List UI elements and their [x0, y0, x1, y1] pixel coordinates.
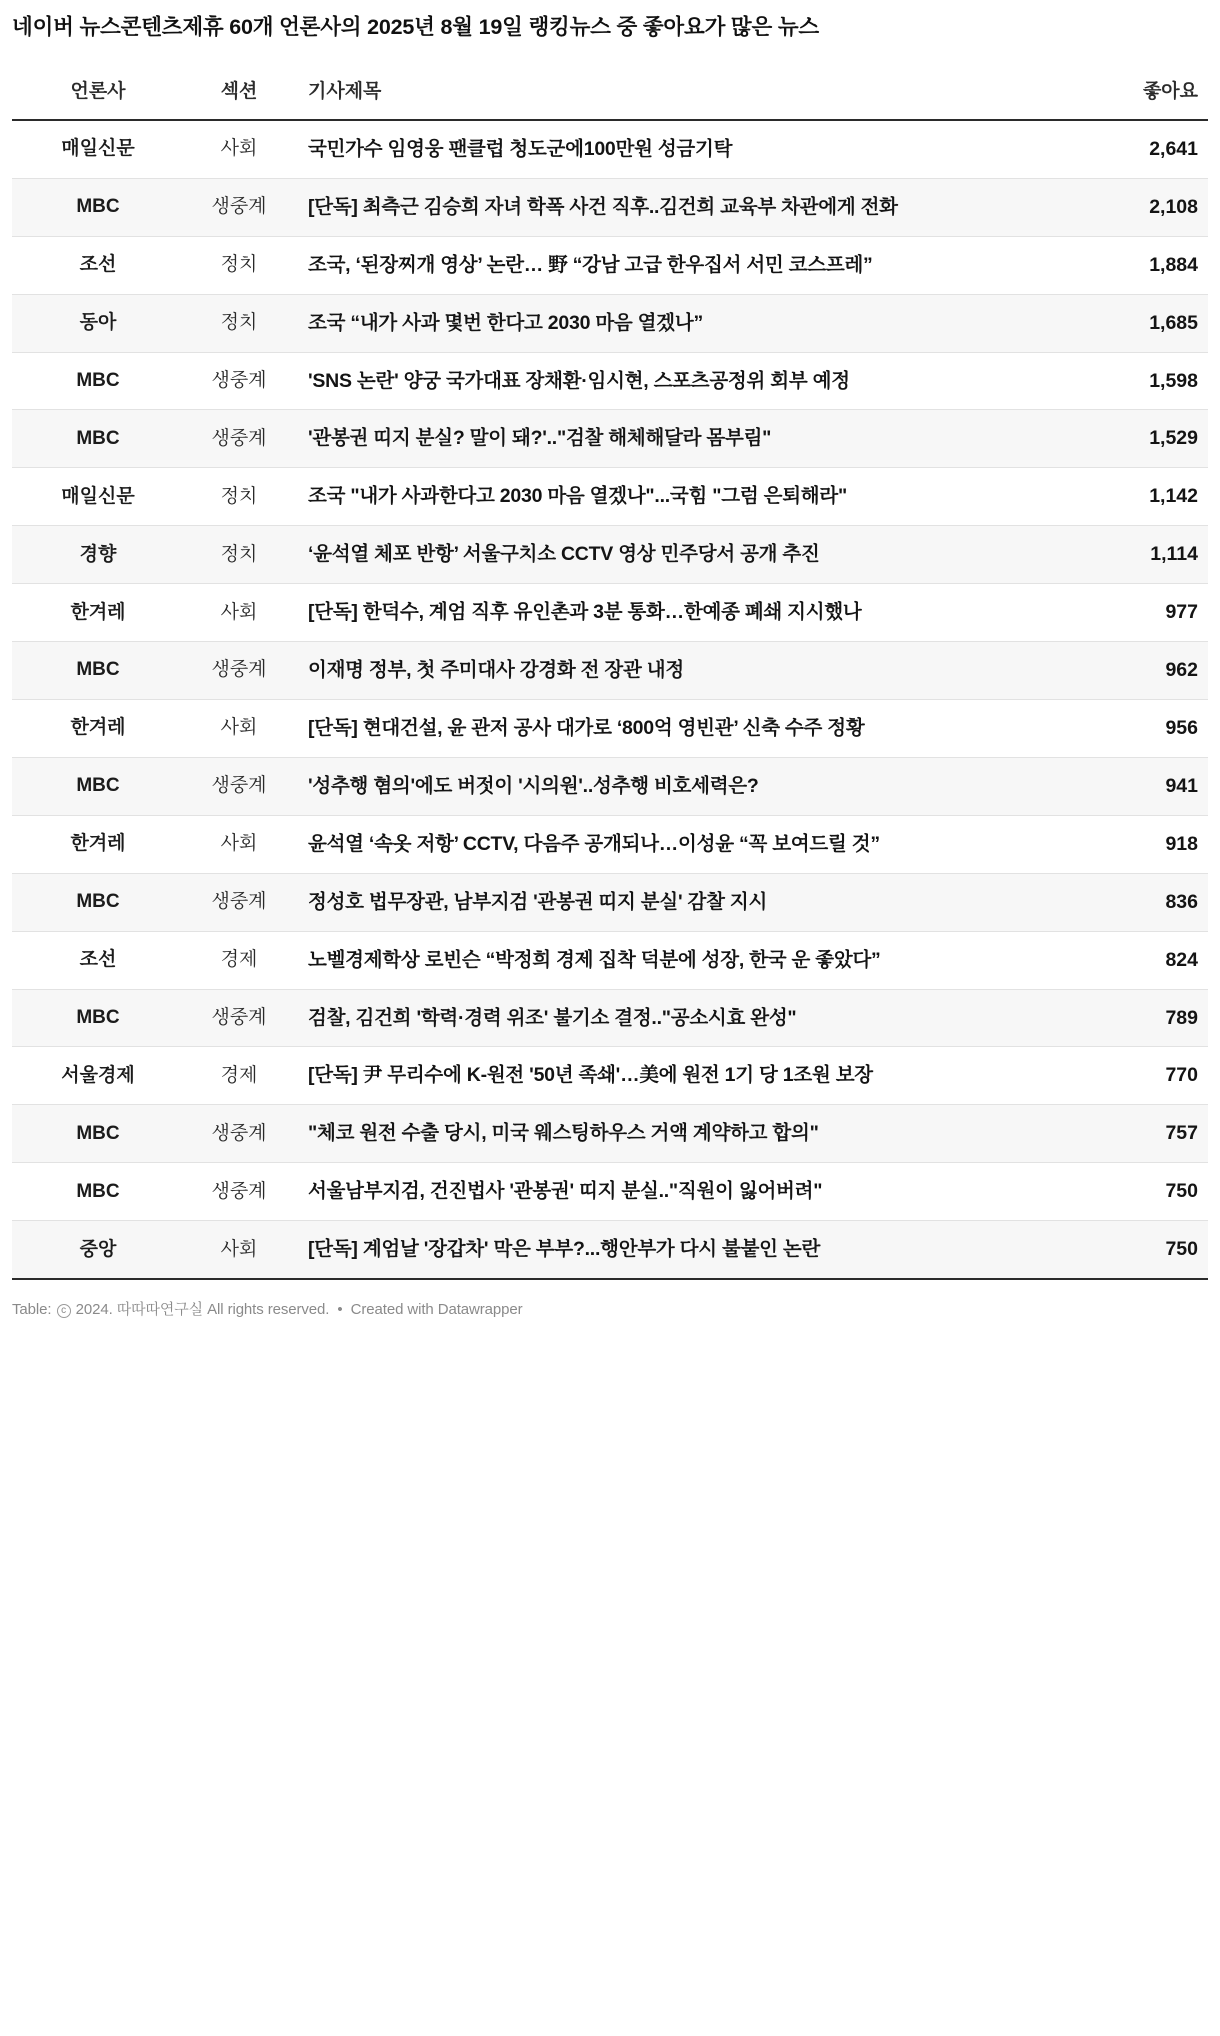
footer-separator: •: [337, 1301, 343, 1319]
cell-outlet: 매일신문: [12, 468, 184, 526]
page-title: 네이버 뉴스콘텐츠제휴 60개 언론사의 2025년 8월 19일 랭킹뉴스 중 좋아요가 많은 뉴스: [12, 15, 819, 39]
table-row: [12, 1163, 1208, 1221]
cell-section: 정치: [184, 526, 294, 584]
table-row: [12, 1221, 1208, 1279]
cell-section: 생중계: [184, 352, 294, 410]
cell-section: 사회: [184, 584, 294, 642]
cell-likes: 956: [1096, 700, 1208, 758]
cell-section: 생중계: [184, 642, 294, 700]
footer-credit: [0, 1280, 1220, 1333]
table-row: [12, 178, 1208, 236]
cell-likes: 2,108: [1096, 178, 1208, 236]
table-body: [12, 120, 1208, 1279]
cell-headline[interactable]: 조국 "내가 사과한다고 2030 마음 열겠나"...국힘 "그럼 은퇴해라": [294, 468, 1096, 526]
copyright-icon: c: [57, 1304, 71, 1318]
table-row: [12, 700, 1208, 758]
cell-outlet: MBC: [12, 1105, 184, 1163]
cell-likes: 941: [1096, 757, 1208, 815]
cell-section: 생중계: [184, 989, 294, 1047]
table-row: [12, 1047, 1208, 1105]
cell-headline[interactable]: 조국, ‘된장찌개 영상’ 논란… 野 “강남 고급 한우집서 서민 코스프레”: [294, 236, 1096, 294]
table-row: [12, 642, 1208, 700]
cell-section: 정치: [184, 468, 294, 526]
cell-outlet: 동아: [12, 294, 184, 352]
cell-likes: 1,884: [1096, 236, 1208, 294]
cell-headline[interactable]: 서울남부지검, 건진법사 '관봉권' 띠지 분실.."직원이 잃어버려": [294, 1163, 1096, 1221]
cell-section: 생중계: [184, 178, 294, 236]
table-row: [12, 410, 1208, 468]
cell-section: 사회: [184, 815, 294, 873]
cell-headline[interactable]: 검찰, 김건희 '학력·경력 위조' 불기소 결정.."공소시효 완성": [294, 989, 1096, 1047]
cell-headline[interactable]: '관봉권 띠지 분실? 말이 돼?'.."검찰 해체해달라 몸부림": [294, 410, 1096, 468]
cell-likes: 918: [1096, 815, 1208, 873]
cell-headline[interactable]: ‘윤석열 체포 반항’ 서울구치소 CCTV 영상 민주당서 공개 추진: [294, 526, 1096, 584]
footer-year: 2024.: [75, 1301, 113, 1319]
table-row: [12, 294, 1208, 352]
cell-headline[interactable]: 정성호 법무장관, 남부지검 '관봉권 띠지 분실' 감찰 지시: [294, 873, 1096, 931]
cell-outlet: 한겨레: [12, 815, 184, 873]
table-row: [12, 931, 1208, 989]
cell-outlet: MBC: [12, 352, 184, 410]
footer-table-label: Table:: [12, 1301, 52, 1319]
table-row: [12, 873, 1208, 931]
cell-outlet: 한겨레: [12, 584, 184, 642]
cell-headline[interactable]: '성추행 혐의'에도 버젓이 '시의원'..성추행 비호세력은?: [294, 757, 1096, 815]
cell-section: 경제: [184, 931, 294, 989]
cell-headline[interactable]: 이재명 정부, 첫 주미대사 강경화 전 장관 내정: [294, 642, 1096, 700]
cell-outlet: 서울경제: [12, 1047, 184, 1105]
cell-likes: 977: [1096, 584, 1208, 642]
column-header-likes[interactable]: 좋아요: [1142, 80, 1198, 102]
cell-likes: 750: [1096, 1221, 1208, 1279]
cell-section: 생중계: [184, 757, 294, 815]
cell-outlet: MBC: [12, 178, 184, 236]
cell-outlet: MBC: [12, 410, 184, 468]
cell-headline[interactable]: [단독] 현대건설, 윤 관저 공사 대가로 ‘800억 영빈관’ 신축 수주 정황: [294, 700, 1096, 758]
table-row: [12, 584, 1208, 642]
table-row: [12, 1105, 1208, 1163]
cell-headline[interactable]: 윤석열 ‘속옷 저항’ CCTV, 다음주 공개되나…이성윤 “꼭 보여드릴 것”: [294, 815, 1096, 873]
cell-section: 생중계: [184, 410, 294, 468]
cell-likes: 1,598: [1096, 352, 1208, 410]
cell-likes: 824: [1096, 931, 1208, 989]
cell-outlet: 경향: [12, 526, 184, 584]
cell-outlet: 매일신문: [12, 120, 184, 178]
cell-outlet: MBC: [12, 1163, 184, 1221]
table-row: [12, 120, 1208, 178]
table-row: [12, 526, 1208, 584]
cell-outlet: MBC: [12, 989, 184, 1047]
table-container: [0, 76, 1220, 1280]
cell-likes: 1,114: [1096, 526, 1208, 584]
cell-likes: 1,685: [1096, 294, 1208, 352]
cell-likes: 750: [1096, 1163, 1208, 1221]
table-row: [12, 352, 1208, 410]
cell-headline[interactable]: 'SNS 논란' 양궁 국가대표 장채환·임시현, 스포츠공정위 회부 예정: [294, 352, 1096, 410]
cell-headline[interactable]: 국민가수 임영웅 팬클럽 청도군에100만원 성금기탁: [294, 120, 1096, 178]
cell-section: 사회: [184, 1221, 294, 1279]
cell-section: 사회: [184, 700, 294, 758]
cell-likes: 789: [1096, 989, 1208, 1047]
table-row: [12, 989, 1208, 1047]
cell-headline[interactable]: [단독] 계엄날 '장갑차' 막은 부부?...행안부가 다시 불붙인 논란: [294, 1221, 1096, 1279]
cell-outlet: MBC: [12, 873, 184, 931]
cell-headline[interactable]: 노벨경제학상 로빈슨 “박정희 경제 집착 덕분에 성장, 한국 운 좋았다”: [294, 931, 1096, 989]
cell-outlet: 한겨레: [12, 700, 184, 758]
cell-likes: 770: [1096, 1047, 1208, 1105]
cell-headline[interactable]: "체코 원전 수출 당시, 미국 웨스팅하우스 거액 계약하고 합의": [294, 1105, 1096, 1163]
column-header-headline[interactable]: 기사제목: [308, 80, 382, 102]
cell-outlet: 조선: [12, 931, 184, 989]
header-row: [12, 76, 1208, 120]
cell-section: 정치: [184, 294, 294, 352]
cell-section: 생중계: [184, 873, 294, 931]
ranking-table: [12, 76, 1208, 1280]
footer-created-with[interactable]: Created with Datawrapper: [350, 1301, 523, 1319]
cell-outlet: MBC: [12, 757, 184, 815]
cell-outlet: 중앙: [12, 1221, 184, 1279]
cell-headline[interactable]: [단독] 尹 무리수에 K-원전 '50년 족쇄'…美에 원전 1기 당 1조원 보장: [294, 1047, 1096, 1105]
table-row: [12, 468, 1208, 526]
footer-owner: 따따따연구실 All rights reserved.: [116, 1301, 330, 1319]
cell-headline[interactable]: [단독] 최측근 김승희 자녀 학폭 사건 직후..김건희 교육부 차관에게 전화: [294, 178, 1096, 236]
table-row: [12, 757, 1208, 815]
cell-headline[interactable]: 조국 “내가 사과 몇번 한다고 2030 마음 열겠나”: [294, 294, 1096, 352]
table-row: [12, 236, 1208, 294]
table-row: [12, 815, 1208, 873]
cell-section: 사회: [184, 120, 294, 178]
column-header-outlet[interactable]: 언론사: [70, 80, 126, 102]
cell-likes: 2,641: [1096, 120, 1208, 178]
cell-section: 경제: [184, 1047, 294, 1105]
cell-likes: 1,142: [1096, 468, 1208, 526]
cell-outlet: MBC: [12, 642, 184, 700]
cell-likes: 836: [1096, 873, 1208, 931]
cell-section: 생중계: [184, 1163, 294, 1221]
cell-section: 생중계: [184, 1105, 294, 1163]
table-header: [12, 76, 1208, 120]
cell-section: 정치: [184, 236, 294, 294]
cell-likes: 962: [1096, 642, 1208, 700]
column-header-section[interactable]: 섹션: [220, 80, 258, 102]
cell-likes: 1,529: [1096, 410, 1208, 468]
cell-likes: 757: [1096, 1105, 1208, 1163]
cell-headline[interactable]: [단독] 한덕수, 계엄 직후 유인촌과 3분 통화…한예종 폐쇄 지시했나: [294, 584, 1096, 642]
cell-outlet: 조선: [12, 236, 184, 294]
